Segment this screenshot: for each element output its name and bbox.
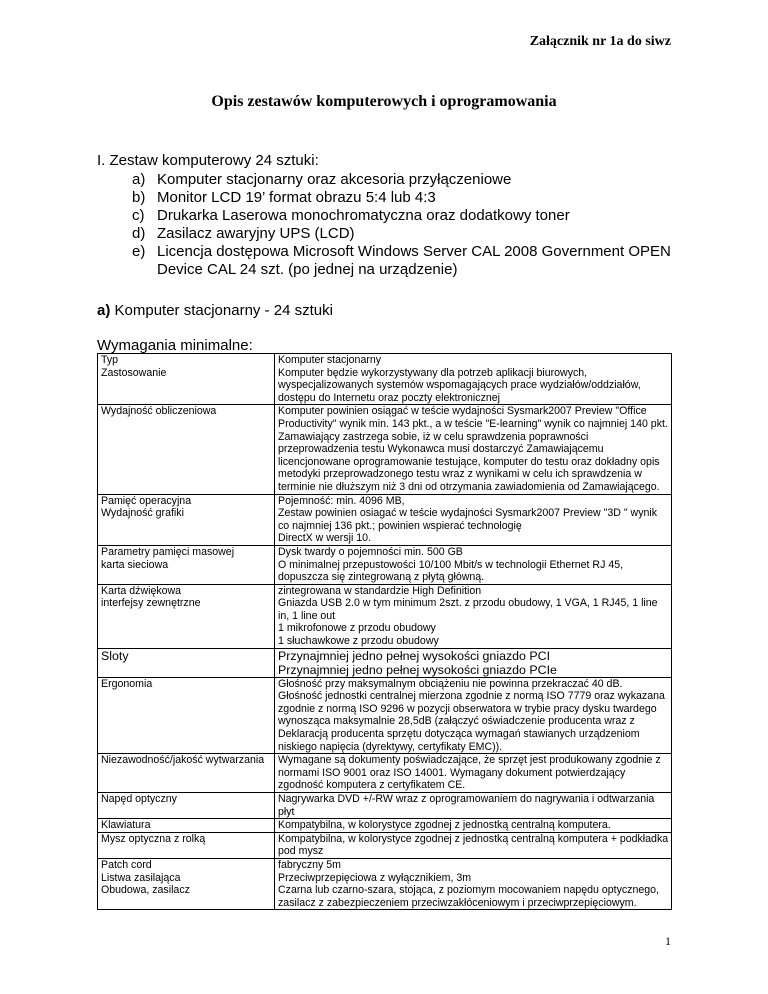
spec-value: Pojemność: min. 4096 MB, Zestaw powinien osiagać w teście wydajności Sysmark2007 Preview "3D " wynik co najmniej 136 pkt.; powinien wspierać technologię DirectX w wersji 10. bbox=[275, 494, 672, 545]
list-item bbox=[132, 207, 692, 225]
table-row bbox=[98, 494, 672, 545]
spec-label: Karta dźwiękowa interfejsy zewnętrzne bbox=[98, 584, 275, 648]
list-item-text: Zasilacz awaryjny UPS (LCD) bbox=[157, 225, 355, 242]
annex-label: Załącznik nr 1a do siwz bbox=[529, 34, 671, 49]
list-item-text: Komputer stacjonarny oraz akcesoria przyłączeniowe bbox=[157, 171, 512, 188]
spec-label: Patch cord Listwa zasilająca Obudowa, zasilacz bbox=[98, 858, 275, 909]
spec-label: Klawiatura bbox=[98, 819, 275, 833]
spec-value: Przynajmniej jedno pełnej wysokości gniazdo PCI Przynajmniej jedno pełnej wysokości gniazdo PCIe bbox=[275, 648, 672, 677]
table-row bbox=[98, 858, 672, 909]
list-item-text: Drukarka Laserowa monochromatyczna oraz dodatkowy toner bbox=[157, 207, 570, 224]
list-item bbox=[132, 189, 692, 207]
table-row bbox=[98, 648, 672, 677]
table-row bbox=[98, 584, 672, 648]
list-item-text: Monitor LCD 19’ format obrazu 5:4 lub 4:3 bbox=[157, 189, 436, 206]
set-heading: I. Zestaw komputerowy 24 sztuki: bbox=[97, 152, 319, 169]
list-marker: d) bbox=[132, 225, 146, 242]
table-row bbox=[98, 832, 672, 858]
list-marker: e) bbox=[132, 243, 146, 260]
spec-label: Mysz optyczna z rolką bbox=[98, 832, 275, 858]
table-row bbox=[98, 754, 672, 793]
table-row bbox=[98, 793, 672, 819]
spec-label: Parametry pamięci masowej karta sieciowa bbox=[98, 545, 275, 584]
list-marker: a) bbox=[132, 171, 146, 188]
spec-value: Głośność przy maksymalnym obciążeniu nie powinna przekraczać 40 dB. Głośność jednostki centralnej mierzona zgodnie z normą ISO 7779 oraz wykazana zgodnie z normą ISO 9296 w pozycji obserwatora w trybie pracy dysku twardego wynosząca maksymalnie 28,5dB (załączyć oświadczenie producenta wraz z Deklaracją producenta sprzętu dotycząca wymagań stawianych urządzeniom niskiego napięcia (dyrektywy, certyfikaty EMC)). bbox=[275, 677, 672, 754]
spec-table bbox=[97, 353, 672, 910]
spec-value: zintegrowana w standardzie High Definition Gniazda USB 2.0 w tym minimum 2szt. z przodu obudowy, 1 VGA, 1 RJ45, 1 line in, 1 line out 1 mikrofonowe z przodu obudowy 1 słuchawkowe z przodu obudowy bbox=[275, 584, 672, 648]
list-item bbox=[132, 225, 692, 243]
spec-value: Kompatybilna, w kolorystyce zgodnej z jednostką centralną komputera. bbox=[275, 819, 672, 833]
spec-value: Nagrywarka DVD +/-RW wraz z oprogramowaniem do nagrywania i odtwarzania płyt bbox=[275, 793, 672, 819]
spec-value: Dysk twardy o pojemności min. 500 GB O minimalnej przepustowości 10/100 Mbit/s w technologii Ethernet RJ 45, dopuszcza się zintegrowaną z płytą główną. bbox=[275, 545, 672, 584]
spec-value: Komputer powinien osiągać w teście wydajności Sysmark2007 Preview "Office Productivity" wynik min. 143 pkt., a w teście "E-learning" wynik co najmniej 140 pkt. Zamawiający zastrzega sobie, iż w celu sprawdzenia poprawności przeprowadzenia testu Wykonawca musi dostarczyć Zamawiającemu licencjonowane oprogramowanie testujące, komputer do testu oraz dokładny opis metodyki przeprowadzonego testu wraz z wynikami w celu ich sprawdzenia w terminie nie dłuższym niż 3 dni od otrzymania zawiadomienia od Zamawiającego. bbox=[275, 405, 672, 494]
list-item bbox=[132, 243, 692, 279]
spec-value: Komputer stacjonarny Komputer będzie wykorzystywany dla potrzeb aplikacji biurowych, wyspecjalizowanych systemów wspomagających prace wydziałów/oddziałów, dostępu do Internetu oraz poczty elektronicznej bbox=[275, 354, 672, 405]
spec-label: Napęd optyczny bbox=[98, 793, 275, 819]
page-number: 1 bbox=[665, 934, 671, 948]
table-row bbox=[98, 405, 672, 494]
spec-value: fabryczny 5m Przeciwprzepięciowa z wyłącznikiem, 3m Czarna lub czarno-szara, stojąca, z poziomym mocowaniem napędu optycznego, zasilacz z zabezpieczeniem przeciwzakłóceniowym i przeciwprzepięciowym. bbox=[275, 858, 672, 909]
section-title: Komputer stacjonarny - 24 sztuki bbox=[110, 302, 333, 319]
document-title: Opis zestawów komputerowych i oprogramowania bbox=[211, 93, 557, 110]
section-marker: a) bbox=[97, 302, 111, 319]
section-heading bbox=[97, 302, 333, 319]
table-row bbox=[98, 819, 672, 833]
spec-label: Typ Zastosowanie bbox=[98, 354, 275, 405]
spec-label: Wydajność obliczeniowa bbox=[98, 405, 275, 494]
requirements-heading: Wymagania minimalne: bbox=[97, 337, 253, 354]
spec-value: Kompatybilna, w kolorystyce zgodnej z jednostką centralną komputera + podkładka pod mysz bbox=[275, 832, 672, 858]
list-marker: b) bbox=[132, 189, 146, 206]
list-item-text: Licencja dostępowa Microsoft Windows Server CAL 2008 Government OPEN Device CAL 24 szt. (po jednej na urządzenie) bbox=[157, 243, 671, 278]
table-row bbox=[98, 677, 672, 754]
spec-label: Sloty bbox=[98, 648, 275, 677]
set-item-list bbox=[132, 171, 692, 279]
list-marker: c) bbox=[132, 207, 145, 224]
table-row bbox=[98, 354, 672, 405]
table-row bbox=[98, 545, 672, 584]
spec-label: Niezawodność/jakość wytwarzania bbox=[98, 754, 275, 793]
spec-value: Wymagane są dokumenty poświadczające, że sprzęt jest produkowany zgodnie z normami ISO 9001 oraz ISO 14001. Wymagany dokument potwierdzający zgodność komputera z certyfikatem CE. bbox=[275, 754, 672, 793]
spec-label: Pamięć operacyjna Wydajność grafiki bbox=[98, 494, 275, 545]
list-item bbox=[132, 171, 692, 189]
spec-label: Ergonomia bbox=[98, 677, 275, 754]
